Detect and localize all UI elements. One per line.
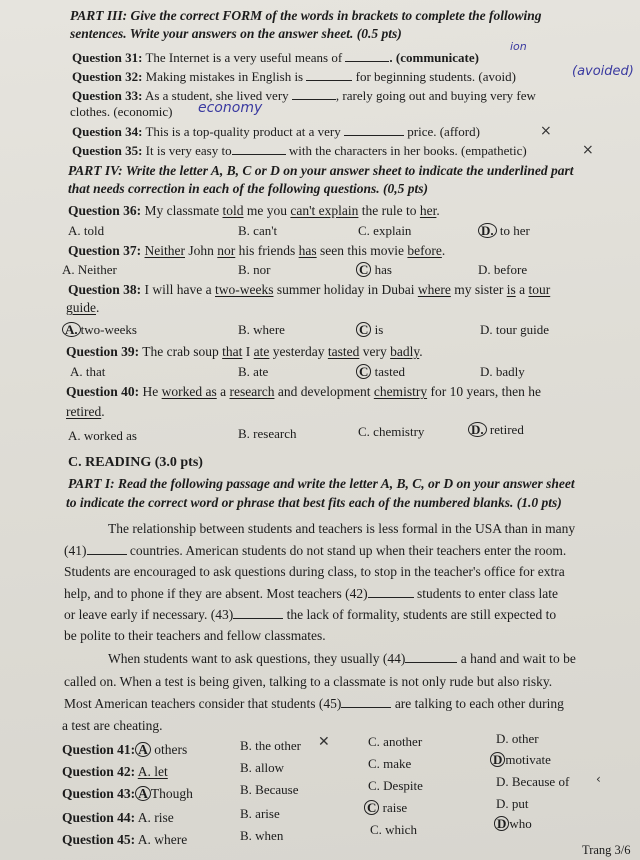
- handwritten-answer-32: (avoided): [572, 64, 634, 79]
- question-31: [72, 50, 479, 66]
- question-label: Question 31:: [72, 50, 143, 65]
- part4-heading-line1: PART IV: Write the letter A, B, C or D on your answer sheet to indicate the underlined part: [68, 163, 574, 178]
- page-number: Trang 3/6: [582, 843, 631, 857]
- reading-part1-line1: PART I: Read the following passage and write the letter A, B, C, or D on your answer sheet: [68, 476, 575, 491]
- option-text: is: [374, 322, 384, 337]
- text: I: [245, 344, 251, 359]
- text: help, and to phone if they are absent. Most teachers (42): [64, 586, 368, 601]
- option-a: A. rise: [137, 810, 174, 825]
- underlined-c: tasted: [327, 344, 360, 359]
- question-34: [72, 124, 480, 140]
- text: the rule to: [361, 203, 417, 218]
- cross-mark-icon: ×: [540, 123, 552, 139]
- text: for 10 years, then he: [430, 384, 542, 399]
- passage-line-5: [64, 607, 556, 623]
- passage-line-9: [64, 696, 564, 712]
- option-text: has: [374, 262, 392, 277]
- option-text: others: [154, 742, 188, 757]
- text: the lack of formality, students are still expected to: [286, 607, 557, 622]
- option-text: who: [509, 816, 532, 831]
- option-d: D. before: [478, 262, 528, 277]
- underlined-c: has: [298, 243, 317, 258]
- option-b: B. Because: [240, 782, 299, 797]
- selected-circle: C: [364, 800, 379, 815]
- option-b: B. research: [238, 426, 297, 441]
- selected-circle: A: [135, 742, 151, 757]
- text: .: [96, 300, 100, 315]
- question-35: [72, 143, 527, 159]
- question-40-line2: [66, 404, 105, 420]
- option-c: C. which: [370, 822, 417, 837]
- option-c: C. chemistry: [358, 424, 425, 439]
- answer-blank: [292, 88, 336, 100]
- question-label: Question 41:: [62, 742, 136, 757]
- passage-line-2: [64, 543, 566, 559]
- passage-line-10: a test are cheating.: [62, 718, 163, 733]
- blank-number: (41): [64, 543, 87, 558]
- option-text: raise: [382, 800, 408, 815]
- selected-circle: D.: [468, 422, 487, 437]
- cross-mark-icon: ×: [582, 142, 594, 158]
- option-d-selected: [468, 422, 524, 438]
- text: When students want to ask questions, they usually (44): [108, 651, 406, 666]
- option-d-selected: [490, 752, 551, 768]
- text: or leave early if necessary. (43): [64, 607, 234, 622]
- passage-line-8: called on. When a test is being given, talking to a classmate is not only rude but also risky.: [64, 674, 553, 689]
- option-b: B. the other: [240, 738, 302, 753]
- option-d: D. Because of: [496, 774, 570, 789]
- passage-line-7: [108, 651, 576, 667]
- text: a: [220, 384, 227, 399]
- part3-heading-line1: PART III: Give the correct FORM of the words in brackets to complete the following: [70, 8, 542, 23]
- option-b: B. allow: [240, 760, 285, 775]
- question-label: Question 42:: [62, 764, 136, 779]
- option-d-selected: [494, 816, 532, 832]
- underlined-a: worked as: [161, 384, 217, 399]
- text: summer holiday in Dubai: [276, 282, 415, 297]
- question-text-end: for beginning students. (avoid): [355, 69, 516, 84]
- question-text: This is a top-quality product at a very: [145, 124, 341, 139]
- text: The crab soup: [142, 344, 219, 359]
- option-text: tasted: [374, 364, 405, 379]
- underlined-b: ate: [253, 344, 270, 359]
- text: me you: [246, 203, 288, 218]
- answer-45: [62, 832, 187, 848]
- answer-blank: [344, 124, 404, 136]
- selected-circle: D.: [478, 223, 497, 238]
- option-c-selected: [356, 364, 405, 380]
- option-a: A. told: [68, 223, 105, 238]
- question-text-end: , rarely going out and buying very few: [335, 88, 536, 103]
- answer-blank: [345, 50, 389, 62]
- option-a-selected: [62, 322, 137, 338]
- option-b: B. arise: [240, 806, 280, 821]
- selected-circle: C: [356, 364, 371, 379]
- option-text: motivate: [505, 752, 551, 767]
- question-38-line2: [66, 300, 99, 316]
- option-b: B. can't: [238, 223, 278, 238]
- question-text: As a student, she lived very: [144, 88, 289, 103]
- option-a: A. let: [137, 764, 168, 779]
- option-b: B. ate: [238, 364, 269, 379]
- underlined-a: Neither: [144, 243, 185, 258]
- question-38: [68, 282, 550, 298]
- answer-blank: [233, 607, 283, 619]
- underlined-d: her: [419, 203, 437, 218]
- option-c: C. another: [368, 734, 423, 749]
- question-text: Making mistakes in English is: [145, 69, 304, 84]
- option-d: D. put: [496, 796, 529, 811]
- handwritten-answer-33: economy: [198, 100, 263, 116]
- answer-42: [62, 764, 168, 780]
- question-label: Question 44:: [62, 810, 136, 825]
- text: .: [101, 404, 105, 419]
- question-33: [72, 88, 536, 104]
- selected-circle: C: [356, 322, 371, 337]
- question-label: Question 38:: [68, 282, 142, 297]
- question-36: [68, 203, 440, 219]
- question-text-end: with the characters in her books. (empathetic): [288, 143, 527, 158]
- handwritten-answer-31: ion: [510, 40, 527, 53]
- option-a: A. where: [137, 832, 188, 847]
- text: My classmate: [144, 203, 220, 218]
- question-label: Question 33:: [72, 88, 143, 103]
- option-c-selected: [356, 322, 383, 338]
- underlined-b: where: [417, 282, 451, 297]
- option-d: D. badly: [480, 364, 525, 379]
- text: He: [142, 384, 159, 399]
- option-b: B. nor: [238, 262, 271, 277]
- answer-blank: [368, 586, 414, 598]
- question-40: [66, 384, 541, 400]
- text: .: [441, 243, 446, 258]
- answer-blank: [341, 696, 391, 708]
- answer-blank: [405, 651, 457, 663]
- underlined-c: chemistry: [373, 384, 428, 399]
- question-text: It is very easy to: [145, 143, 232, 158]
- option-a: A. that: [70, 364, 106, 379]
- question-label: Question 37:: [68, 243, 142, 258]
- passage-line-1: The relationship between students and teachers is less formal in the USA than in many: [108, 521, 576, 536]
- question-label: Question 39:: [66, 344, 140, 359]
- question-label: Question 35:: [72, 143, 143, 158]
- option-text: Though: [150, 786, 193, 801]
- answer-blank: [232, 143, 286, 155]
- underlined-a: that: [222, 344, 243, 359]
- text: yesterday: [272, 344, 325, 359]
- underlined-d: badly: [390, 344, 420, 359]
- check-mark-icon: ‹: [596, 772, 601, 786]
- option-c-selected: [364, 800, 407, 816]
- question-33-line2: clothes. (economic): [70, 104, 173, 119]
- selected-circle: A.: [62, 322, 81, 337]
- answer-44: [62, 810, 174, 826]
- text: I will have a: [144, 282, 212, 297]
- question-label: Question 45:: [62, 832, 136, 847]
- text: are talking to each other during: [394, 696, 564, 711]
- option-d: D. other: [496, 731, 539, 746]
- option-c: C. explain: [358, 223, 412, 238]
- text: my sister: [454, 282, 504, 297]
- text: a hand and wait to be: [460, 651, 576, 666]
- option-text: retired: [489, 422, 524, 437]
- text: his friends: [238, 243, 296, 258]
- question-label: Question 40:: [66, 384, 140, 399]
- question-32: [72, 69, 516, 85]
- passage-line-6: be polite to their teachers and fellow classmates.: [64, 628, 326, 643]
- text: students to enter class late: [417, 586, 558, 601]
- underlined-d: before: [407, 243, 442, 258]
- option-c: C. make: [368, 756, 412, 771]
- text: John: [188, 243, 214, 258]
- selected-circle: A: [135, 786, 151, 801]
- underlined-d: tour: [528, 282, 551, 297]
- option-text: two-weeks: [80, 322, 137, 337]
- underlined-d-cont: guide: [66, 300, 96, 315]
- text: .: [436, 203, 440, 218]
- option-b: B. when: [240, 828, 284, 843]
- question-text: The Internet is a very useful means of: [145, 50, 343, 65]
- question-label: Question 43:: [62, 786, 136, 801]
- underlined-b: can't explain: [290, 203, 359, 218]
- selected-circle: D: [490, 752, 505, 767]
- answer-blank: [306, 69, 352, 81]
- reading-heading: C. READING (3.0 pts): [68, 455, 203, 470]
- answer-41: [62, 742, 187, 758]
- underlined-a: two-weeks: [215, 282, 274, 297]
- part3-heading-line2: sentences. Write your answers on the answer sheet. (0.5 pts): [70, 26, 402, 41]
- option-a: A. Neither: [62, 262, 117, 277]
- text: seen this movie: [320, 243, 405, 258]
- question-label: Question 32:: [72, 69, 143, 84]
- underlined-d: retired: [66, 404, 102, 419]
- question-39: [66, 344, 423, 360]
- text: .: [419, 344, 423, 359]
- option-c-selected: [356, 262, 392, 278]
- selected-circle: D: [494, 816, 509, 831]
- underlined-c: is: [506, 282, 516, 297]
- passage-line-4: [64, 586, 558, 602]
- answer-43: [62, 786, 193, 802]
- part4-heading-line2: that needs correction in each of the following questions. (0,5 pts): [68, 181, 429, 196]
- reading-part1-line2: to indicate the correct word or phrase that best fits each of the numbered blanks. (1.0 pts): [66, 495, 562, 510]
- text: countries. American students do not stand up when their teachers enter the room.: [129, 543, 567, 558]
- question-37: [68, 243, 445, 259]
- question-label: Question 36:: [68, 203, 142, 218]
- option-d-selected: [478, 223, 530, 239]
- option-d: D. tour guide: [480, 322, 549, 337]
- text: Most American teachers consider that students (45): [64, 696, 342, 711]
- answer-blank: [87, 543, 127, 555]
- text: very: [362, 344, 387, 359]
- question-label: Question 34:: [72, 124, 143, 139]
- underlined-b: research: [229, 384, 275, 399]
- option-text: to her: [499, 223, 530, 238]
- cross-mark-icon: ✕: [318, 734, 330, 750]
- underlined-b: nor: [217, 243, 236, 258]
- underlined-a: told: [222, 203, 244, 218]
- option-b: B. where: [238, 322, 285, 337]
- option-a: A. worked as: [68, 428, 137, 443]
- question-hint: . (communicate): [389, 50, 479, 65]
- passage-line-3: Students are encouraged to ask questions during class, to stop in the teacher's office for extra: [64, 564, 565, 579]
- text: a: [519, 282, 526, 297]
- selected-circle: C: [356, 262, 371, 277]
- question-text-end: price. (afford): [407, 124, 480, 139]
- text: and development: [277, 384, 371, 399]
- option-c: C. Despite: [368, 778, 423, 793]
